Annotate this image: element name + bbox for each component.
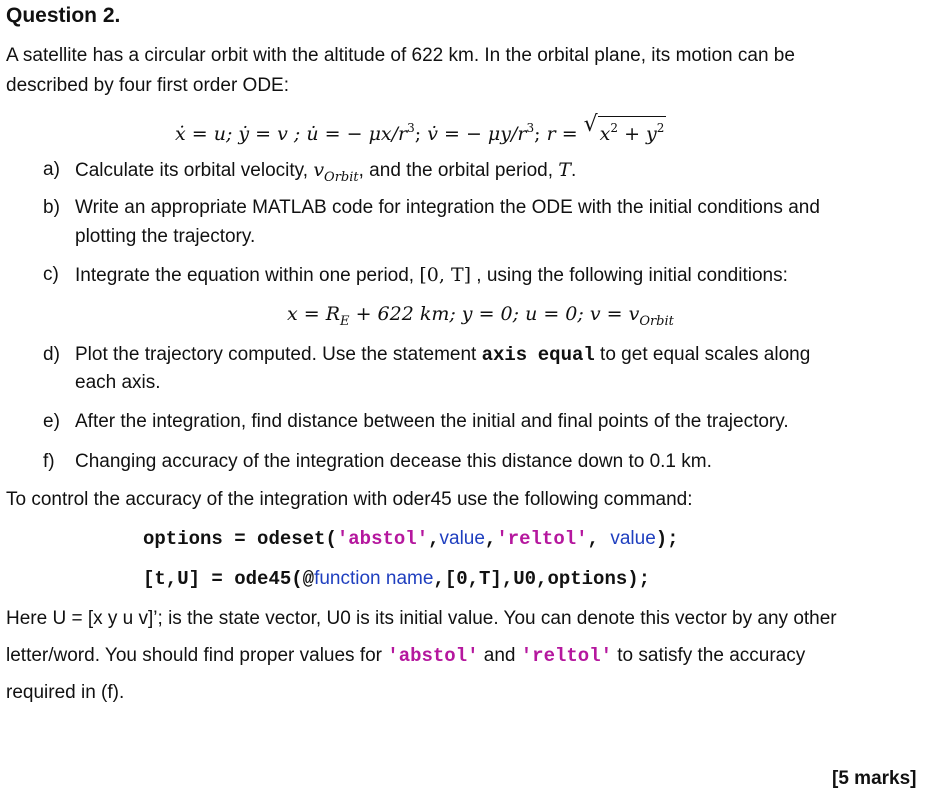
part-d-code-equal: equal — [537, 344, 595, 366]
here-abstol: 'abstol' — [387, 645, 479, 667]
sqrt-icon: √ — [583, 112, 598, 137]
sqrt-expression — [583, 112, 667, 146]
cmd1-reltol: 'reltol' — [496, 528, 588, 550]
ode-sep3: ; — [414, 123, 428, 145]
part-a-v-sub: Orbit — [324, 170, 359, 185]
part-d-code-axis: axis — [481, 344, 528, 366]
part-c-label: c) — [43, 264, 59, 285]
sqrt-exp1: 2 — [610, 121, 619, 135]
ode-rhs1: u; — [213, 123, 239, 145]
ode-rhs4: − μy/r — [465, 123, 527, 145]
ode-ydot: ẏ — [238, 123, 250, 145]
part-d-line-2: each axis. — [75, 372, 161, 393]
initial-conditions: $x = R_E + 622$ km; y = 0; u = 0; $v = v_{Orbit}$ — [287, 303, 674, 329]
part-c-post: , using the following initial conditions: — [471, 265, 788, 286]
part-d-text — [75, 343, 810, 367]
cmd2-eq: = — [200, 568, 235, 590]
sqrt-plus-y: + y — [618, 123, 657, 145]
cmd2-fn: ode45(@ — [234, 568, 315, 590]
cmd1-end: ); — [655, 528, 679, 550]
part-d-label: d) — [43, 344, 60, 365]
part-d-pre: Plot the trajectory computed. Use the statement — [75, 344, 482, 365]
here-line-2-pre: letter/word. You should find proper values for — [6, 645, 388, 666]
ode-exp4: 3 — [526, 121, 535, 135]
part-a-post: , and the orbital period, — [358, 160, 559, 181]
ic-v: v — [628, 303, 640, 325]
part-e-text: After the integration, find distance between the initial and final points of the trajectory. — [75, 411, 789, 432]
cmd1-c1: , — [428, 528, 440, 550]
cmd2-function-name: function name — [314, 568, 434, 589]
cmd1-eq: = — [222, 528, 258, 550]
part-d-post: to get equal scales along — [594, 344, 811, 365]
cmd1-c2: , — [484, 528, 497, 550]
part-c-interval: [0, T] — [419, 264, 472, 286]
ode-r: r — [546, 123, 556, 145]
ic-rest: + 622 km; y = 0; u = 0; v = — [349, 303, 629, 325]
sqrt-x: x — [599, 123, 611, 145]
ode-udot: u̇ — [306, 123, 319, 145]
here-line-2 — [6, 644, 805, 668]
ic-v-sub: Orbit — [639, 314, 674, 329]
command-line-1 — [143, 528, 679, 550]
part-a-end: . — [570, 160, 577, 181]
part-f-text: Changing accuracy of the integration decease this distance down to 0.1 km. — [75, 451, 712, 472]
ode-sep4: ; — [534, 123, 541, 145]
intro-line-2: described by four first order ODE: — [6, 75, 289, 96]
part-a-label: a) — [43, 159, 60, 180]
here-line-2-post: to satisfy the accuracy — [612, 645, 806, 666]
part-a-T: T — [558, 159, 571, 181]
cmd1-value1: value — [439, 528, 485, 549]
ode-equation: ẋ = u; ẏ = v ; u̇ = − $\mu x/r^3$; v̇ = − $\mu y/r^3$; r = √ $x^2 + y^2$ — [175, 112, 665, 145]
part-c-text — [75, 263, 788, 288]
cmd1-fn: odeset( — [257, 528, 337, 550]
ic-x: x — [287, 303, 298, 325]
part-c-pre: Integrate the equation within one period, — [75, 265, 420, 286]
ode-exp3: 3 — [407, 121, 415, 135]
here-line-3: required in (f). — [6, 682, 125, 703]
control-text: To control the accuracy of the integration with oder45 use the following command: — [6, 489, 693, 510]
part-a-pre: Calculate its orbital velocity, — [75, 160, 314, 181]
marks-label: [5 marks] — [832, 768, 917, 789]
cmd1-lhs: options — [143, 528, 223, 550]
ode-rhs2: v ; — [277, 123, 307, 145]
cmd2-lhs: [t,U] — [143, 568, 201, 590]
cmd1-value2: value — [610, 528, 656, 549]
part-b-line-2: plotting the trajectory. — [75, 226, 256, 247]
part-e-label: e) — [43, 411, 60, 432]
ic-RE-sub: E — [340, 314, 350, 329]
part-b-label: b) — [43, 197, 60, 218]
cmd1-abstol: 'abstol' — [336, 528, 429, 550]
ode-vdot: v̇ — [427, 123, 438, 145]
command-line-2 — [143, 568, 650, 590]
here-reltol: 'reltol' — [520, 645, 612, 667]
here-line-1: Here U = [x y u v]’; is the state vector, U0 is its initial value. You can denote this vector by any other — [6, 608, 837, 629]
here-and: and — [478, 645, 521, 666]
cmd1-c3: , — [587, 528, 611, 550]
part-a-text — [75, 158, 576, 190]
question-title: Question 2. — [6, 4, 121, 27]
part-b-line-1: Write an appropriate MATLAB code for integration the ODE with the initial conditions and — [75, 197, 820, 218]
ode-xdot: ẋ — [175, 123, 186, 145]
part-a-v: v — [313, 159, 325, 181]
ode-rhs3: − μx/r — [346, 123, 408, 145]
sqrt-exp2: 2 — [656, 121, 665, 135]
part-f-label: f) — [43, 451, 55, 472]
cmd2-rest: ,[0,T],U0,options); — [433, 568, 651, 590]
intro-line-1: A satellite has a circular orbit with the altitude of 622 km. In the orbital plane, its motion can be — [6, 45, 795, 66]
ic-RE: R — [325, 303, 341, 325]
